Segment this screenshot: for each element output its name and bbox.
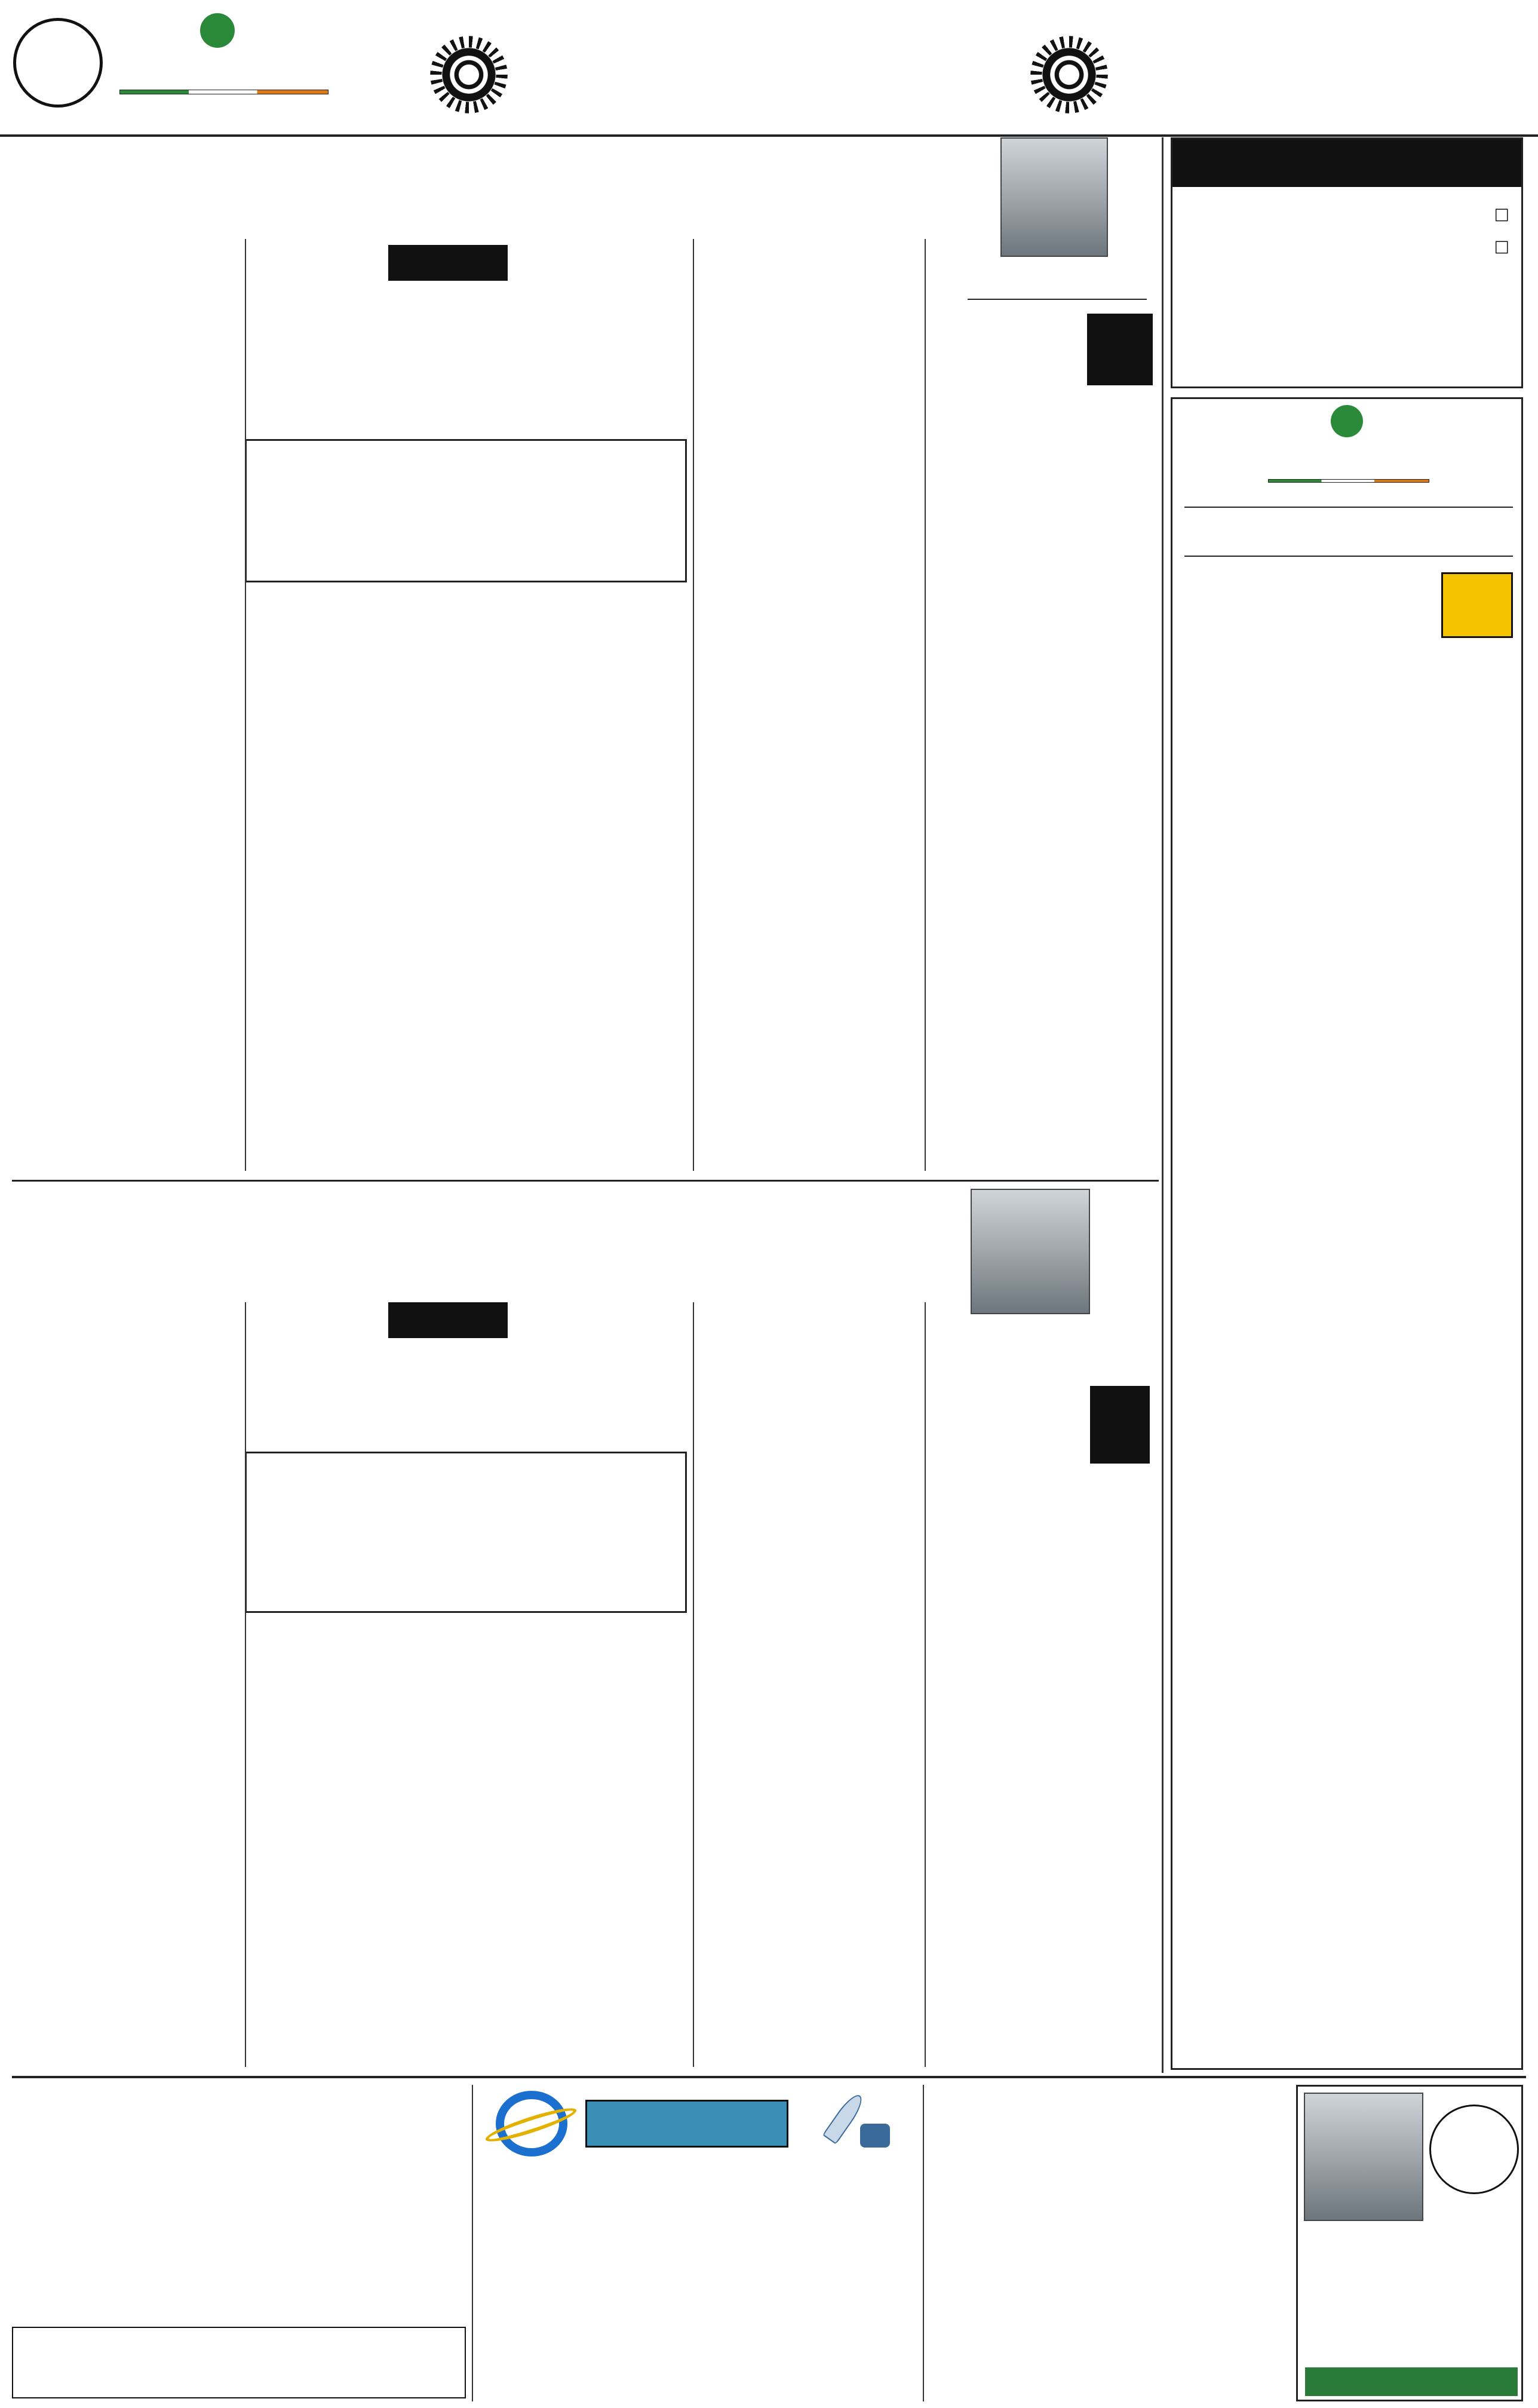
article1-col-3 bbox=[478, 239, 687, 430]
column-divider bbox=[693, 239, 694, 1171]
letters-title-box bbox=[585, 2100, 788, 2148]
quote-line-2: □ bbox=[1494, 237, 1509, 256]
column-divider bbox=[925, 1302, 926, 2067]
editorial-rule-2 bbox=[1184, 556, 1513, 557]
letter-parliament-text bbox=[12, 2088, 466, 2297]
editorial-brand-logo bbox=[1256, 405, 1441, 495]
brand-underline bbox=[119, 90, 329, 94]
aaina-author bbox=[1305, 2367, 1518, 2396]
aaina-box bbox=[1296, 2085, 1523, 2401]
column-divider bbox=[245, 1302, 246, 2067]
article1-col-3b bbox=[478, 591, 687, 1171]
ie-browser-icon-ring bbox=[483, 2103, 579, 2147]
article2-col-4b bbox=[251, 1622, 466, 2067]
letter-urdu-text bbox=[929, 2121, 1287, 2389]
pull-quote-box bbox=[245, 439, 687, 582]
editorial-box bbox=[1171, 397, 1523, 2070]
article2-col-3 bbox=[478, 1302, 687, 1446]
lower-separator bbox=[12, 2076, 1526, 2078]
letter-middle-text bbox=[478, 2192, 693, 2398]
quotes-title bbox=[1172, 139, 1521, 187]
article2-col-3b bbox=[478, 1622, 687, 2067]
rosette-ornament-left bbox=[430, 36, 508, 114]
section-tag-hitler bbox=[1087, 314, 1153, 385]
article1-col-5 bbox=[18, 239, 239, 1123]
right-rail-divider bbox=[1162, 137, 1164, 2073]
column-divider bbox=[925, 239, 926, 1171]
article1-col-4 bbox=[251, 287, 466, 430]
brand-numeral-badge bbox=[200, 13, 235, 48]
ink-pot bbox=[860, 2124, 890, 2148]
editorial-body bbox=[1184, 572, 1513, 2018]
article2-col-5 bbox=[18, 1302, 239, 2007]
masthead bbox=[0, 0, 1538, 140]
editorial-brand-underline bbox=[1268, 479, 1429, 483]
author-photo bbox=[1000, 137, 1108, 257]
aaina-title-badge bbox=[1429, 2105, 1519, 2194]
editorial-brand-numeral-badge bbox=[1331, 405, 1363, 437]
author2-photo bbox=[971, 1189, 1090, 1314]
article1-col-1 bbox=[929, 388, 1150, 1171]
author-rule bbox=[968, 299, 1147, 300]
quotes-box bbox=[1171, 137, 1523, 388]
letter-gaza-text bbox=[705, 2249, 917, 2398]
pull-quote-box-2 bbox=[245, 1452, 687, 1613]
ie-browser-icon bbox=[496, 2091, 567, 2157]
letters-banner bbox=[478, 2085, 917, 2186]
quill-pen-icon bbox=[812, 2091, 902, 2151]
aaina-portrait bbox=[1304, 2093, 1423, 2221]
article2-col-4 bbox=[251, 1344, 466, 1446]
column-divider bbox=[245, 239, 246, 1171]
page-number-badge bbox=[13, 18, 103, 108]
quote-line-1: □ bbox=[1494, 205, 1509, 223]
article-separator bbox=[12, 1180, 1159, 1182]
editorial-rule bbox=[1184, 507, 1513, 508]
article2-col-2 bbox=[699, 1302, 920, 2067]
brand-logo bbox=[113, 13, 334, 103]
masthead-rule bbox=[0, 134, 1538, 137]
editorial-note-box bbox=[12, 2327, 466, 2398]
letters-divider bbox=[472, 2085, 473, 2401]
article1-col-4b bbox=[251, 591, 466, 1171]
column-divider bbox=[693, 1302, 694, 2067]
letters-divider bbox=[923, 2085, 924, 2401]
rosette-ornament-right bbox=[1030, 36, 1108, 114]
article1-col-2 bbox=[699, 239, 920, 1171]
section-tag-hum bbox=[1090, 1386, 1150, 1464]
article2-col-1 bbox=[929, 1470, 1150, 2067]
